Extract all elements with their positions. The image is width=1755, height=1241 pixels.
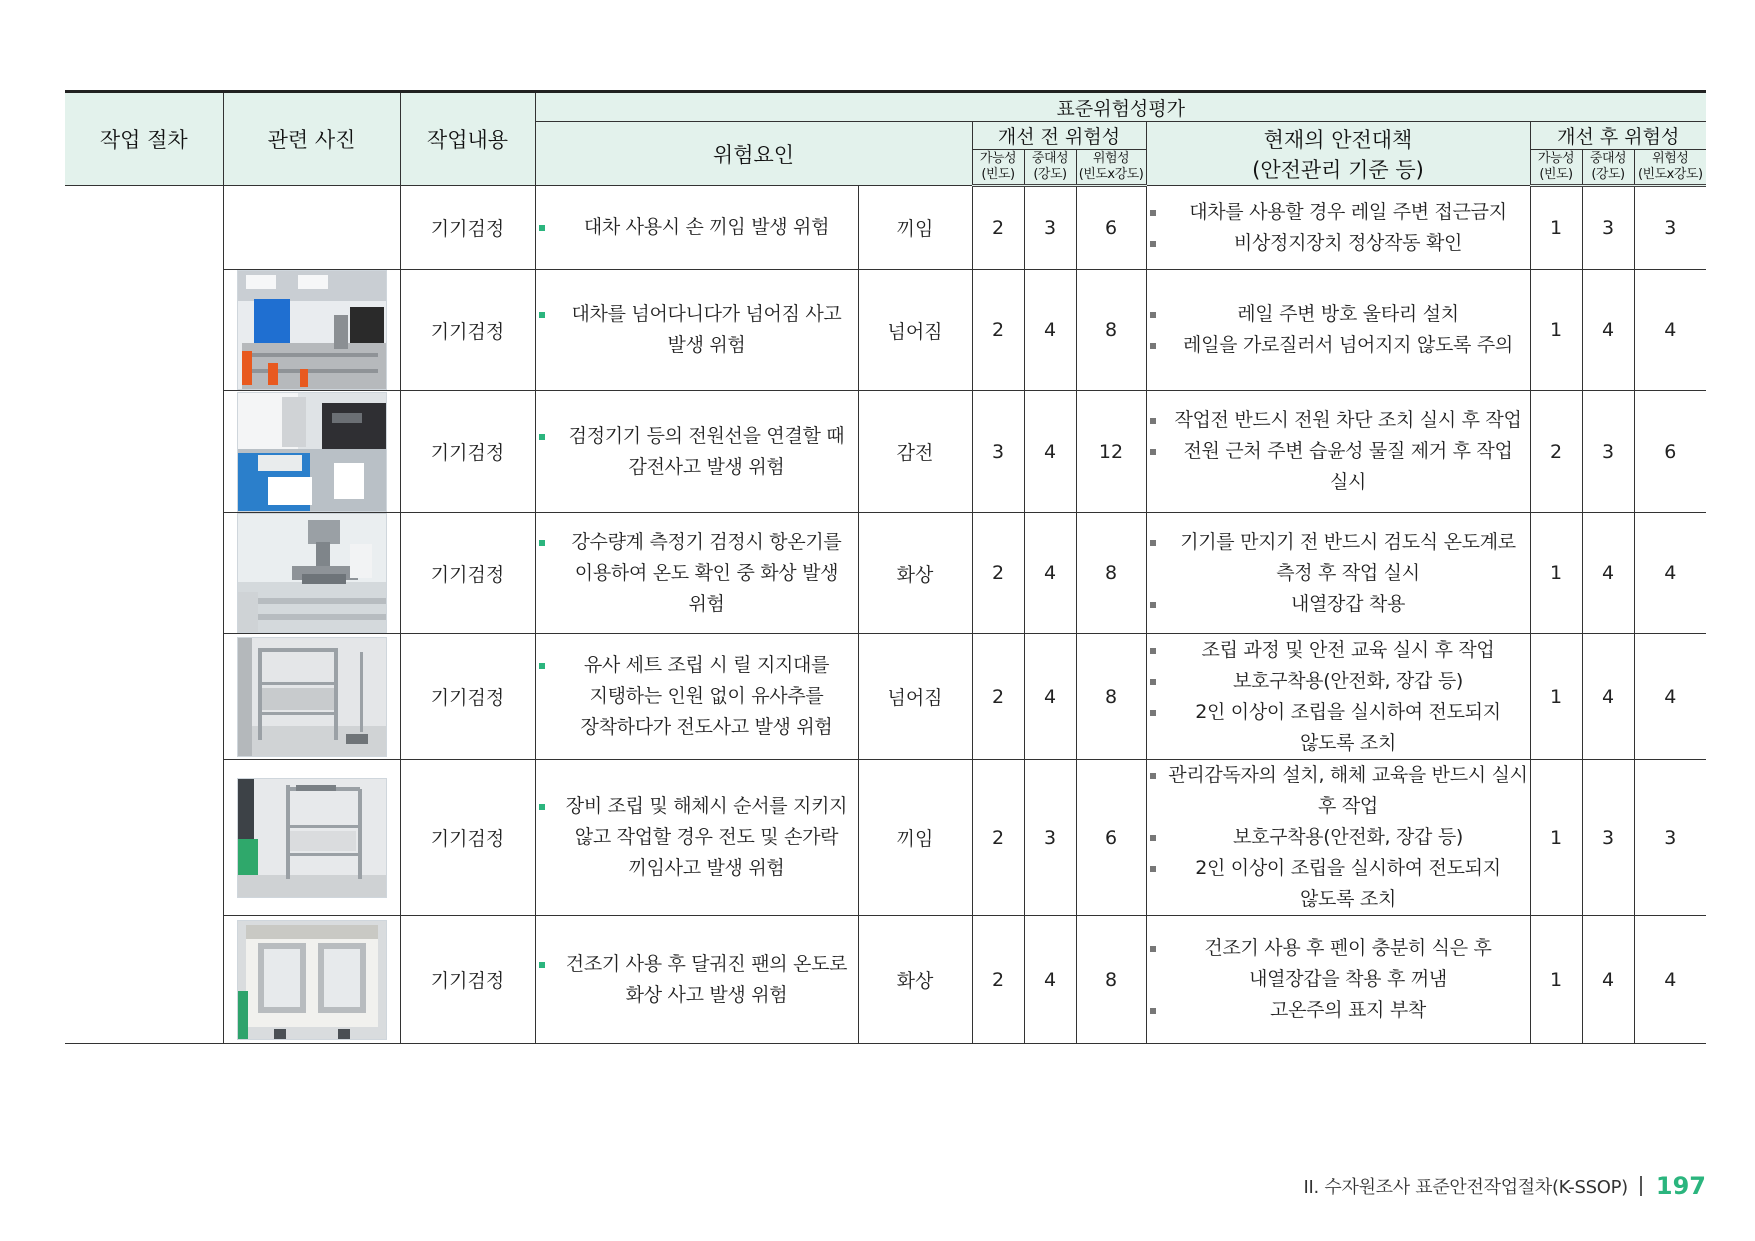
measure-item: 작업전 반드시 전원 차단 조치 실시 후 작업 bbox=[1147, 405, 1530, 436]
footer-divider bbox=[1640, 1176, 1642, 1196]
frame-set-photo-shape bbox=[258, 712, 338, 715]
frame-assembly-photo-shape bbox=[290, 831, 356, 851]
hazard-item: 대차 사용시 손 끼임 발생 위험 bbox=[536, 212, 858, 243]
before-severity-cell: 4 bbox=[1024, 270, 1076, 391]
frame-assembly-photo-shape bbox=[286, 825, 360, 828]
after-likelihood-cell: 1 bbox=[1530, 916, 1582, 1044]
rail-cart-photo-shape bbox=[248, 353, 378, 357]
header-before: 개선 전 위험성 bbox=[972, 122, 1146, 150]
hazard-item: 유사 세트 조립 시 릴 지지대를 지탱하는 인원 없이 유사추를 장착하다가 전도사고 발생 위험 bbox=[536, 650, 858, 743]
rain-gauge-photo-shape bbox=[238, 582, 386, 632]
rail-cart-photo-shape bbox=[334, 315, 348, 349]
before-likelihood-cell: 2 bbox=[972, 186, 1024, 270]
header-after-likelihood bbox=[1530, 150, 1582, 186]
after-likelihood-cell: 1 bbox=[1530, 634, 1582, 760]
after-severity-cell: 3 bbox=[1582, 760, 1634, 916]
rail-cart-photo-shape bbox=[300, 369, 308, 387]
rain-gauge-photo bbox=[237, 513, 387, 633]
hazard-type-cell: 끼임 bbox=[858, 186, 972, 270]
measure-item: 레일 주변 방호 울타리 설치 bbox=[1147, 299, 1530, 330]
frame-assembly-photo-shape bbox=[358, 789, 362, 879]
header-task: 작업내용 bbox=[400, 92, 535, 186]
dryer-photo-shape bbox=[238, 991, 248, 1039]
header-after-severity bbox=[1582, 150, 1634, 186]
after-risk-cell: 4 bbox=[1634, 513, 1706, 634]
likelihood-label: 가능성 bbox=[979, 151, 1017, 166]
before-likelihood-cell: 2 bbox=[972, 916, 1024, 1044]
hazard-cell bbox=[535, 634, 858, 760]
hazard-cell bbox=[535, 186, 858, 270]
measures-cell bbox=[1146, 634, 1530, 760]
header-measures-line2: (안전관리 기준 등) bbox=[1252, 157, 1424, 182]
measure-item: 내열장갑 착용 bbox=[1147, 589, 1530, 620]
procedure-cell bbox=[65, 186, 223, 1044]
header-measures bbox=[1146, 122, 1530, 186]
hazard-item: 강수량계 측정기 검정시 항온기를 이용하여 온도 확인 중 화상 발생 위험 bbox=[536, 527, 858, 620]
rain-gauge-photo-shape bbox=[308, 520, 340, 544]
hazard-item: 대차를 넘어다니다가 넘어짐 사고 발생 위험 bbox=[536, 299, 858, 361]
risk-label: 위험성 bbox=[1652, 151, 1689, 166]
before-risk-cell: 6 bbox=[1076, 760, 1146, 916]
header-before-likelihood bbox=[972, 150, 1024, 186]
header-hazard: 위험요인 bbox=[535, 122, 972, 186]
measure-item: 전원 근처 주변 습윤성 물질 제거 후 작업 실시 bbox=[1147, 436, 1530, 498]
risk-assessment-table bbox=[65, 90, 1706, 1044]
hazard-item-list bbox=[536, 650, 858, 743]
frame-set-photo bbox=[237, 637, 387, 757]
power-cable-photo bbox=[237, 392, 387, 512]
photo-cell bbox=[223, 760, 400, 916]
hazard-item-list bbox=[536, 212, 858, 243]
after-risk-cell: 3 bbox=[1634, 186, 1706, 270]
after-severity-cell: 3 bbox=[1582, 186, 1634, 270]
page-footer bbox=[1304, 1172, 1706, 1200]
task-cell: 기기검정 bbox=[400, 270, 535, 391]
rain-gauge-photo-shape bbox=[238, 592, 258, 632]
likelihood-sub-label: (빈도) bbox=[1539, 167, 1573, 182]
rail-cart-photo-shape bbox=[268, 363, 278, 385]
photo-cell bbox=[223, 916, 400, 1044]
hazard-type-cell: 감전 bbox=[858, 391, 972, 513]
rail-cart-photo-shape bbox=[246, 275, 276, 289]
frame-set-photo-shape bbox=[360, 652, 363, 732]
before-severity-cell: 3 bbox=[1024, 760, 1076, 916]
after-likelihood-cell: 1 bbox=[1530, 270, 1582, 391]
measure-item: 비상정지장치 정상작동 확인 bbox=[1147, 228, 1530, 259]
after-risk-cell: 4 bbox=[1634, 270, 1706, 391]
footer-text: II. 수자원조사 표준안전작업절차(K-SSOP) bbox=[1303, 1177, 1628, 1198]
measure-item-list bbox=[1147, 635, 1530, 759]
task-cell: 기기검정 bbox=[400, 916, 535, 1044]
measure-item-list bbox=[1147, 405, 1530, 498]
power-cable-photo-shape bbox=[332, 413, 362, 423]
frame-set-photo-shape bbox=[258, 682, 338, 685]
measure-item: 보호구착용(안전화, 장갑 등) bbox=[1147, 822, 1530, 853]
hazard-cell bbox=[535, 513, 858, 634]
hazard-item-list bbox=[536, 299, 858, 361]
hazard-type-cell: 넘어짐 bbox=[858, 270, 972, 391]
severity-sub-label: (강도) bbox=[1591, 167, 1625, 182]
severity-label: 중대성 bbox=[1031, 151, 1069, 166]
risk-sub-label: (빈도x강도) bbox=[1078, 167, 1144, 182]
table-row bbox=[65, 391, 1706, 513]
measure-item-list bbox=[1147, 933, 1530, 1026]
after-risk-cell: 4 bbox=[1634, 916, 1706, 1044]
header-assessment: 표준위험성평가 bbox=[535, 92, 1706, 122]
frame-assembly-photo-shape bbox=[238, 875, 386, 897]
risk-label: 위험성 bbox=[1092, 151, 1130, 166]
frame-set-photo-shape bbox=[262, 688, 334, 710]
before-severity-cell: 4 bbox=[1024, 634, 1076, 760]
before-risk-cell: 8 bbox=[1076, 270, 1146, 391]
frame-set-photo-shape bbox=[346, 734, 368, 744]
before-likelihood-cell: 2 bbox=[972, 634, 1024, 760]
rail-cart-photo bbox=[237, 270, 387, 390]
measure-item-list bbox=[1147, 527, 1530, 620]
rain-gauge-photo-shape bbox=[258, 614, 386, 620]
after-risk-cell: 3 bbox=[1634, 760, 1706, 916]
power-cable-photo-shape bbox=[258, 455, 302, 471]
power-cable-photo-shape bbox=[334, 463, 364, 499]
before-severity-cell: 4 bbox=[1024, 916, 1076, 1044]
measure-item: 대차를 사용할 경우 레일 주변 접근금지 bbox=[1147, 197, 1530, 228]
risk-sub-label: (빈도x강도) bbox=[1637, 167, 1703, 182]
risk-rows bbox=[65, 186, 1706, 1044]
before-likelihood-cell: 2 bbox=[972, 513, 1024, 634]
before-severity-cell: 4 bbox=[1024, 391, 1076, 513]
dryer-photo-shape bbox=[338, 1029, 350, 1039]
hazard-cell bbox=[535, 270, 858, 391]
after-risk-cell: 6 bbox=[1634, 391, 1706, 513]
hazard-item: 검정기기 등의 전원선을 연결할 때 감전사고 발생 위험 bbox=[536, 421, 858, 483]
table-row bbox=[65, 513, 1706, 634]
photo-cell bbox=[223, 391, 400, 513]
before-risk-cell: 8 bbox=[1076, 916, 1146, 1044]
power-cable-photo-shape bbox=[322, 403, 386, 449]
measures-cell bbox=[1146, 391, 1530, 513]
rail-cart-photo-shape bbox=[298, 275, 328, 289]
measure-item: 보호구착용(안전화, 장갑 등) bbox=[1147, 666, 1530, 697]
before-risk-cell: 6 bbox=[1076, 186, 1146, 270]
table-row bbox=[65, 634, 1706, 760]
dryer-photo-shape bbox=[264, 949, 300, 1007]
hazard-type-cell: 넘어짐 bbox=[858, 634, 972, 760]
photo-cell bbox=[223, 513, 400, 634]
table-row bbox=[65, 760, 1706, 916]
measure-item: 기기를 만지기 전 반드시 검도식 온도계로 측정 후 작업 실시 bbox=[1147, 527, 1530, 589]
photo-cell bbox=[223, 186, 400, 270]
likelihood-label: 가능성 bbox=[1537, 151, 1575, 166]
measure-item: 관리감독자의 설치, 해체 교육을 반드시 실시 후 작업 bbox=[1147, 760, 1530, 822]
frame-assembly-photo-shape bbox=[296, 785, 336, 791]
severity-label: 중대성 bbox=[1589, 151, 1627, 166]
rail-cart-photo-shape bbox=[254, 299, 290, 347]
after-likelihood-cell: 1 bbox=[1530, 513, 1582, 634]
after-severity-cell: 4 bbox=[1582, 513, 1634, 634]
before-risk-cell: 8 bbox=[1076, 513, 1146, 634]
after-likelihood-cell: 1 bbox=[1530, 760, 1582, 916]
hazard-item-list bbox=[536, 791, 858, 884]
header-procedure: 작업 절차 bbox=[65, 92, 223, 186]
hazard-type-cell: 화상 bbox=[858, 916, 972, 1044]
hazard-item: 장비 조립 및 해체시 순서를 지키지 않고 작업할 경우 전도 및 손가락 끼임사고 발생 위험 bbox=[536, 791, 858, 884]
hazard-item: 건조기 사용 후 달궈진 팬의 온도로 화상 사고 발생 위험 bbox=[536, 949, 858, 1011]
task-cell: 기기검정 bbox=[400, 634, 535, 760]
header-measures-line1: 현재의 안전대책 bbox=[1263, 127, 1413, 152]
table-row bbox=[65, 270, 1706, 391]
after-risk-cell: 4 bbox=[1634, 634, 1706, 760]
measures-cell bbox=[1146, 513, 1530, 634]
measure-item: 레일을 가로질러서 넘어지지 않도록 주의 bbox=[1147, 330, 1530, 361]
frame-set-photo-shape bbox=[238, 638, 252, 756]
before-severity-cell: 4 bbox=[1024, 513, 1076, 634]
after-severity-cell: 3 bbox=[1582, 391, 1634, 513]
header-before-severity bbox=[1024, 150, 1076, 186]
header-after-risk bbox=[1634, 150, 1706, 186]
measure-item-list bbox=[1147, 197, 1530, 259]
rain-gauge-photo-shape bbox=[350, 544, 372, 578]
measure-item: 고온주의 표지 부착 bbox=[1147, 995, 1530, 1026]
hazard-cell bbox=[535, 916, 858, 1044]
rail-cart-photo-shape bbox=[242, 343, 386, 389]
after-severity-cell: 4 bbox=[1582, 916, 1634, 1044]
photo-cell bbox=[223, 270, 400, 391]
power-cable-photo-shape bbox=[268, 477, 312, 505]
measure-item: 2인 이상이 조립을 실시하여 전도되지 않도록 조치 bbox=[1147, 853, 1530, 915]
photo-cell bbox=[223, 634, 400, 760]
after-severity-cell: 4 bbox=[1582, 270, 1634, 391]
before-likelihood-cell: 2 bbox=[972, 270, 1024, 391]
before-likelihood-cell: 2 bbox=[972, 760, 1024, 916]
header-before-risk bbox=[1076, 150, 1146, 186]
page-number: 197 bbox=[1655, 1172, 1706, 1200]
header-photo: 관련 사진 bbox=[223, 92, 400, 186]
hazard-type-cell: 화상 bbox=[858, 513, 972, 634]
after-likelihood-cell: 1 bbox=[1530, 186, 1582, 270]
dryer-photo-shape bbox=[246, 925, 378, 939]
hazard-item-list bbox=[536, 527, 858, 620]
likelihood-sub-label: (빈도) bbox=[981, 167, 1015, 182]
frame-assembly-photo-shape bbox=[286, 853, 360, 856]
header-after: 개선 후 위험성 bbox=[1530, 122, 1706, 150]
task-cell: 기기검정 bbox=[400, 513, 535, 634]
task-cell: 기기검정 bbox=[400, 186, 535, 270]
after-severity-cell: 4 bbox=[1582, 634, 1634, 760]
measure-item-list bbox=[1147, 760, 1530, 915]
before-likelihood-cell: 3 bbox=[972, 391, 1024, 513]
measures-cell bbox=[1146, 760, 1530, 916]
risk-assessment-sheet bbox=[65, 90, 1706, 1044]
before-risk-cell: 12 bbox=[1076, 391, 1146, 513]
frame-set-photo-shape bbox=[334, 652, 338, 740]
rain-gauge-photo-shape bbox=[302, 574, 346, 584]
rail-cart-photo-shape bbox=[242, 351, 252, 385]
hazard-type-cell: 끼임 bbox=[858, 760, 972, 916]
measure-item: 2인 이상이 조립을 실시하여 전도되지 않도록 조치 bbox=[1147, 697, 1530, 759]
table-row bbox=[65, 186, 1706, 270]
hazard-item-list bbox=[536, 421, 858, 483]
after-likelihood-cell: 2 bbox=[1530, 391, 1582, 513]
dryer-photo-shape bbox=[274, 1029, 286, 1039]
frame-set-photo-shape bbox=[258, 648, 338, 652]
measure-item: 건조기 사용 후 펜이 충분히 식은 후 내열장갑을 착용 후 꺼냄 bbox=[1147, 933, 1530, 995]
frame-assembly-photo bbox=[237, 778, 387, 898]
task-cell: 기기검정 bbox=[400, 391, 535, 513]
before-severity-cell: 3 bbox=[1024, 186, 1076, 270]
table-row bbox=[65, 916, 1706, 1044]
measure-item-list bbox=[1147, 299, 1530, 361]
measure-item: 조립 과정 및 안전 교육 실시 후 작업 bbox=[1147, 635, 1530, 666]
dryer-photo bbox=[237, 920, 387, 1040]
before-risk-cell: 8 bbox=[1076, 634, 1146, 760]
hazard-cell bbox=[535, 760, 858, 916]
power-cable-photo-shape bbox=[282, 397, 306, 447]
measures-cell bbox=[1146, 270, 1530, 391]
hazard-cell bbox=[535, 391, 858, 513]
dryer-photo-shape bbox=[324, 949, 360, 1007]
rain-gauge-photo-shape bbox=[258, 598, 386, 604]
measures-cell bbox=[1146, 186, 1530, 270]
hazard-item-list bbox=[536, 949, 858, 1011]
severity-sub-label: (강도) bbox=[1033, 167, 1067, 182]
measures-cell bbox=[1146, 916, 1530, 1044]
task-cell: 기기검정 bbox=[400, 760, 535, 916]
